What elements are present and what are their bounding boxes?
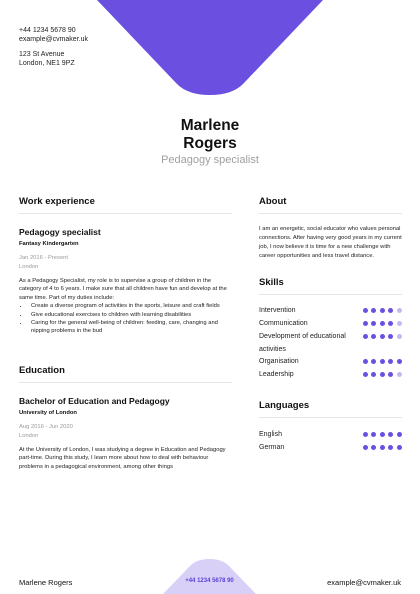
rating-dot-empty bbox=[397, 334, 402, 339]
skill-rating bbox=[363, 331, 402, 339]
skill-row bbox=[259, 318, 402, 331]
rating-dot-filled bbox=[371, 334, 376, 339]
languages-divider bbox=[259, 417, 402, 418]
header-decorative-shape bbox=[97, 0, 323, 96]
skill-row bbox=[259, 305, 402, 318]
rating-dot-filled bbox=[388, 308, 393, 313]
skill-rating bbox=[363, 369, 402, 377]
rating-dot-filled bbox=[397, 359, 402, 364]
rating-dot-filled bbox=[380, 308, 385, 313]
footer-email: example@cvmaker.uk bbox=[327, 578, 401, 587]
rating-dot-filled bbox=[388, 372, 393, 377]
last-name: Rogers bbox=[183, 135, 237, 152]
education-divider bbox=[19, 382, 232, 383]
skills-divider bbox=[259, 294, 402, 295]
work-entry-body bbox=[19, 277, 232, 336]
work-entry-location: London bbox=[19, 264, 39, 270]
education-heading: Education bbox=[19, 365, 65, 376]
language-row bbox=[259, 442, 402, 455]
skill-rating bbox=[363, 356, 402, 364]
rating-dot-filled bbox=[363, 308, 368, 313]
work-experience-divider bbox=[19, 213, 232, 214]
language-rating bbox=[363, 429, 402, 437]
contact-address-line1: 123 St Avenue bbox=[19, 51, 65, 58]
work-entry-description: As a Pedagogy Specialist, my role is to supervise a group of children in the category of 4 to 6 years. I make sure that all children have fun and develop at the same time. Part of my duties include: bbox=[19, 278, 227, 301]
contact-phone: +44 1234 5678 90 bbox=[19, 27, 76, 34]
rating-dot-filled bbox=[371, 321, 376, 326]
rating-dot-filled bbox=[363, 432, 368, 437]
languages-heading: Languages bbox=[259, 400, 310, 411]
rating-dot-filled bbox=[380, 445, 385, 450]
skill-name: Intervention bbox=[259, 307, 296, 314]
rating-dot-filled bbox=[380, 321, 385, 326]
work-entry-bullets bbox=[19, 302, 232, 336]
work-entry-bullet: • Create a diverse program of activities in the sports, leisure and craft fields bbox=[29, 302, 232, 310]
rating-dot-filled bbox=[363, 359, 368, 364]
rating-dot-filled bbox=[380, 432, 385, 437]
education-entry-title: Bachelor of Education and Pedagogy bbox=[19, 396, 170, 406]
skill-row bbox=[259, 331, 402, 356]
name-block bbox=[0, 117, 420, 166]
first-name: Marlene bbox=[180, 117, 240, 134]
work-entry-bullet: • Give educational exercises to children with learning disabilities bbox=[29, 311, 232, 319]
skill-rating bbox=[363, 305, 402, 313]
rating-dot-filled bbox=[363, 321, 368, 326]
language-rating bbox=[363, 442, 402, 450]
rating-dot-filled bbox=[380, 334, 385, 339]
rating-dot-filled bbox=[388, 334, 393, 339]
rating-dot-filled bbox=[363, 445, 368, 450]
footer-name: Marlene Rogers bbox=[19, 578, 73, 587]
rating-dot-filled bbox=[397, 432, 402, 437]
rating-dot-filled bbox=[388, 432, 393, 437]
footer-phone: +44 1234 5678 90 bbox=[185, 578, 234, 584]
rating-dot-empty bbox=[397, 308, 402, 313]
skill-row bbox=[259, 369, 402, 382]
skill-name: Organisation bbox=[259, 358, 299, 365]
rating-dot-filled bbox=[371, 432, 376, 437]
about-heading: About bbox=[259, 196, 287, 207]
about-text: I am an energetic, social educator who values personal connections. After having very good years in my current job, I now believe it is time for a new challenge with career opportunities and less travel distance. bbox=[259, 226, 402, 259]
contact-details bbox=[19, 27, 88, 68]
work-entry-title: Pedagogy specialist bbox=[19, 227, 101, 237]
footer-decorative-shape bbox=[163, 559, 256, 594]
education-entry-meta bbox=[19, 423, 73, 441]
work-experience-heading: Work experience bbox=[19, 196, 95, 207]
skills-heading: Skills bbox=[259, 277, 284, 288]
contact-email: example@cvmaker.uk bbox=[19, 35, 88, 43]
rating-dot-filled bbox=[371, 372, 376, 377]
language-row bbox=[259, 429, 402, 442]
language-name: German bbox=[259, 444, 285, 451]
rating-dot-filled bbox=[388, 359, 393, 364]
job-title: Pedagogy specialist bbox=[161, 154, 259, 166]
rating-dot-filled bbox=[388, 321, 393, 326]
work-entry-meta bbox=[19, 254, 68, 272]
rating-dot-filled bbox=[371, 359, 376, 364]
rating-dot-filled bbox=[380, 372, 385, 377]
education-entry-dates: Aug 2016 - Jun 2020 bbox=[19, 424, 73, 430]
rating-dot-filled bbox=[380, 359, 385, 364]
work-entry-organisation: Fantasy Kindergarten bbox=[19, 241, 79, 247]
education-entry-organisation: University of London bbox=[19, 410, 77, 416]
rating-dot-filled bbox=[388, 445, 393, 450]
rating-dot-filled bbox=[397, 445, 402, 450]
rating-dot-filled bbox=[363, 334, 368, 339]
education-entry-description: At the University of London, I was studying a degree in Education and Pedagogy part-time. During this study, I learn more about how to deal with behaviour problems in a pedagogical environment, among other things bbox=[19, 447, 226, 470]
contact-address-line2: London, NE1 9PZ bbox=[19, 59, 75, 67]
about-divider bbox=[259, 213, 402, 214]
work-entry-bullet: • Caring for the general well-being of children: feeding, care, changing and nipping problems in the bud bbox=[29, 319, 232, 336]
skill-name: Communication bbox=[259, 320, 308, 327]
rating-dot-empty bbox=[397, 321, 402, 326]
language-name: English bbox=[259, 431, 282, 438]
rating-dot-filled bbox=[371, 445, 376, 450]
skill-rating bbox=[363, 318, 402, 326]
rating-dot-filled bbox=[363, 372, 368, 377]
work-entry-dates: Jan 2016 - Present bbox=[19, 255, 68, 261]
education-entry-location: London bbox=[19, 433, 39, 439]
skill-name: Leadership bbox=[259, 371, 294, 378]
rating-dot-empty bbox=[397, 372, 402, 377]
skill-row bbox=[259, 356, 402, 369]
rating-dot-filled bbox=[371, 308, 376, 313]
skill-name: Development of educational activities bbox=[259, 333, 346, 353]
